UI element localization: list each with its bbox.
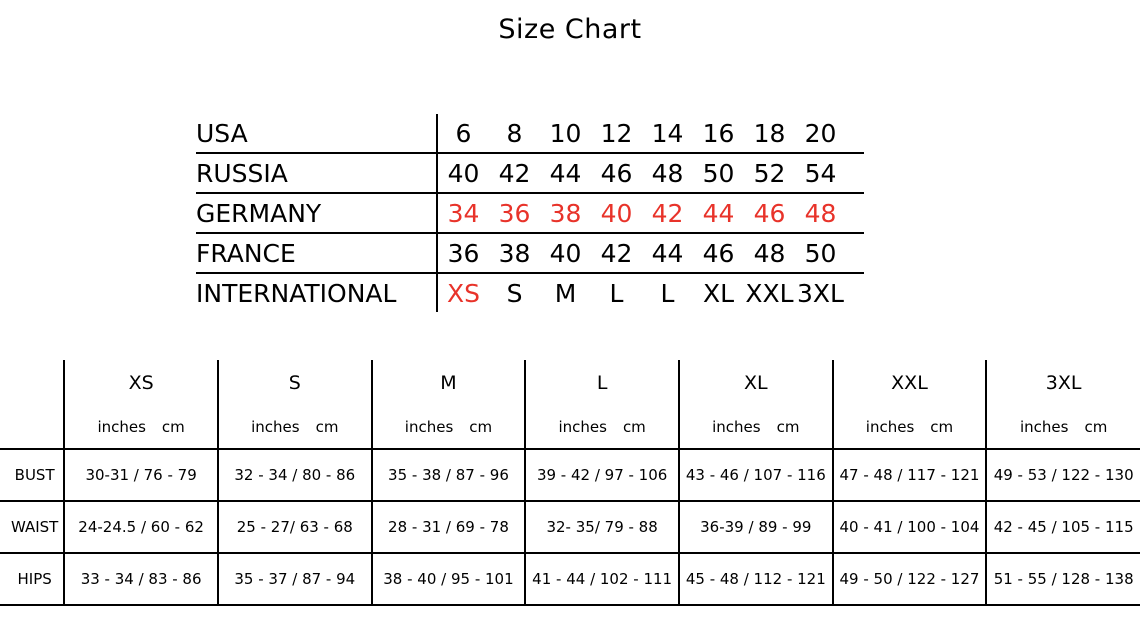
size-header-xl: XL <box>679 360 833 406</box>
measurement-table <box>0 360 1140 606</box>
cell: 46 <box>702 238 735 268</box>
bust-s: 32 - 34 / 80 - 86 <box>218 449 372 501</box>
table-row-units <box>0 406 1140 449</box>
cell: 36 <box>498 198 531 228</box>
table-row <box>196 114 864 153</box>
cell: 18 <box>753 118 786 148</box>
table-row <box>196 193 864 233</box>
cell: 14 <box>651 118 684 148</box>
waist-m: 28 - 31 / 69 - 78 <box>372 501 526 553</box>
hips-xxl: 49 - 50 / 122 - 127 <box>833 553 987 605</box>
cell: 46 <box>753 198 786 228</box>
unit-cm: cm <box>622 418 646 436</box>
cell: 54 <box>804 158 837 188</box>
cell: 38 <box>498 238 531 268</box>
unit-cm: cm <box>776 418 800 436</box>
page-title: Size Chart <box>498 14 642 45</box>
size-values-france <box>437 233 864 273</box>
table-row-size-headers <box>0 360 1140 406</box>
cell: 40 <box>447 158 480 188</box>
country-label-russia: RUSSIA <box>196 158 288 188</box>
cell: 3XL <box>797 278 844 308</box>
hips-3xl: 51 - 55 / 128 - 138 <box>986 553 1140 605</box>
hips-l: 41 - 44 / 102 - 111 <box>525 553 679 605</box>
cell: 40 <box>549 238 582 268</box>
units-xxl <box>833 406 987 449</box>
unit-cm: cm <box>1084 418 1108 436</box>
waist-3xl: 42 - 45 / 105 - 115 <box>986 501 1140 553</box>
country-label-usa: USA <box>196 118 248 148</box>
size-header-s: S <box>218 360 372 406</box>
unit-inches: inches <box>865 418 915 436</box>
cell: 6 <box>455 118 472 148</box>
hips-xl: 45 - 48 / 112 - 121 <box>679 553 833 605</box>
size-header-xxl: XXL <box>833 360 987 406</box>
cell: 48 <box>651 158 684 188</box>
size-header-m: M <box>372 360 526 406</box>
bust-xs: 30-31 / 76 - 79 <box>64 449 218 501</box>
bust-3xl: 49 - 53 / 122 - 130 <box>986 449 1140 501</box>
unit-inches: inches <box>1019 418 1069 436</box>
size-conversion-table <box>196 114 864 312</box>
size-values-russia <box>437 153 864 193</box>
bust-xxl: 47 - 48 / 117 - 121 <box>833 449 987 501</box>
country-label-international: INTERNATIONAL <box>196 278 397 308</box>
waist-xs: 24-24.5 / 60 - 62 <box>64 501 218 553</box>
table-row <box>196 153 864 193</box>
cell: XL <box>702 278 735 308</box>
unit-inches: inches <box>404 418 454 436</box>
table-row-hips <box>0 553 1140 605</box>
hips-xs: 33 - 34 / 83 - 86 <box>64 553 218 605</box>
cell: 8 <box>506 118 523 148</box>
size-header-xs: XS <box>64 360 218 406</box>
cell: 34 <box>447 198 480 228</box>
unit-inches: inches <box>712 418 761 436</box>
bust-l: 39 - 42 / 97 - 106 <box>525 449 679 501</box>
cell: 44 <box>702 198 735 228</box>
units-xs <box>64 406 218 449</box>
country-label-germany: GERMANY <box>196 198 322 228</box>
units-s <box>218 406 372 449</box>
bust-xl: 43 - 46 / 107 - 116 <box>679 449 833 501</box>
unit-cm: cm <box>161 418 185 436</box>
cell: 48 <box>804 198 837 228</box>
waist-xxl: 40 - 41 / 100 - 104 <box>833 501 987 553</box>
cell: XXL <box>745 278 794 308</box>
cell: M <box>554 278 577 308</box>
cell: L <box>660 278 675 308</box>
units-xl <box>679 406 833 449</box>
waist-xl: 36-39 / 89 - 99 <box>679 501 833 553</box>
cell: 44 <box>549 158 582 188</box>
cell: 16 <box>702 118 735 148</box>
unit-inches: inches <box>251 418 300 436</box>
cell: 42 <box>651 198 684 228</box>
size-header-3xl: 3XL <box>986 360 1140 406</box>
cell: 42 <box>498 158 531 188</box>
cell: 52 <box>753 158 786 188</box>
cell: 12 <box>600 118 633 148</box>
cell: 44 <box>651 238 684 268</box>
bust-m: 35 - 38 / 87 - 96 <box>372 449 526 501</box>
size-values-international <box>437 273 864 312</box>
table-row <box>196 273 864 312</box>
unit-cm: cm <box>930 418 954 436</box>
cell: 50 <box>702 158 735 188</box>
cell: 46 <box>600 158 633 188</box>
row-label-waist: WAIST <box>10 518 59 536</box>
unit-cm: cm <box>469 418 493 436</box>
units-m <box>372 406 526 449</box>
cell: XS <box>447 278 480 308</box>
unit-inches: inches <box>558 418 607 436</box>
cell: 10 <box>549 118 582 148</box>
cell: 42 <box>600 238 633 268</box>
cell: 40 <box>600 198 633 228</box>
units-3xl <box>986 406 1140 449</box>
size-values-germany <box>437 193 864 233</box>
unit-inches: inches <box>97 418 146 436</box>
cell: 36 <box>447 238 480 268</box>
country-label-france: FRANCE <box>196 238 296 268</box>
size-values-usa <box>437 114 864 153</box>
cell: S <box>506 278 523 308</box>
unit-cm: cm <box>315 418 339 436</box>
table-row-bust <box>0 449 1140 501</box>
hips-m: 38 - 40 / 95 - 101 <box>372 553 526 605</box>
size-header-l: L <box>525 360 679 406</box>
units-corner-cell <box>0 406 64 449</box>
hips-s: 35 - 37 / 87 - 94 <box>218 553 372 605</box>
cell: 20 <box>804 118 837 148</box>
units-l <box>525 406 679 449</box>
waist-s: 25 - 27/ 63 - 68 <box>218 501 372 553</box>
cell: L <box>609 278 624 308</box>
corner-cell <box>0 360 64 406</box>
row-label-bust: BUST <box>14 466 55 484</box>
cell: 38 <box>549 198 582 228</box>
table-row <box>196 233 864 273</box>
cell: 50 <box>804 238 837 268</box>
cell: 48 <box>753 238 786 268</box>
row-label-hips: HIPS <box>17 570 52 588</box>
table-row-waist <box>0 501 1140 553</box>
waist-l: 32- 35/ 79 - 88 <box>525 501 679 553</box>
